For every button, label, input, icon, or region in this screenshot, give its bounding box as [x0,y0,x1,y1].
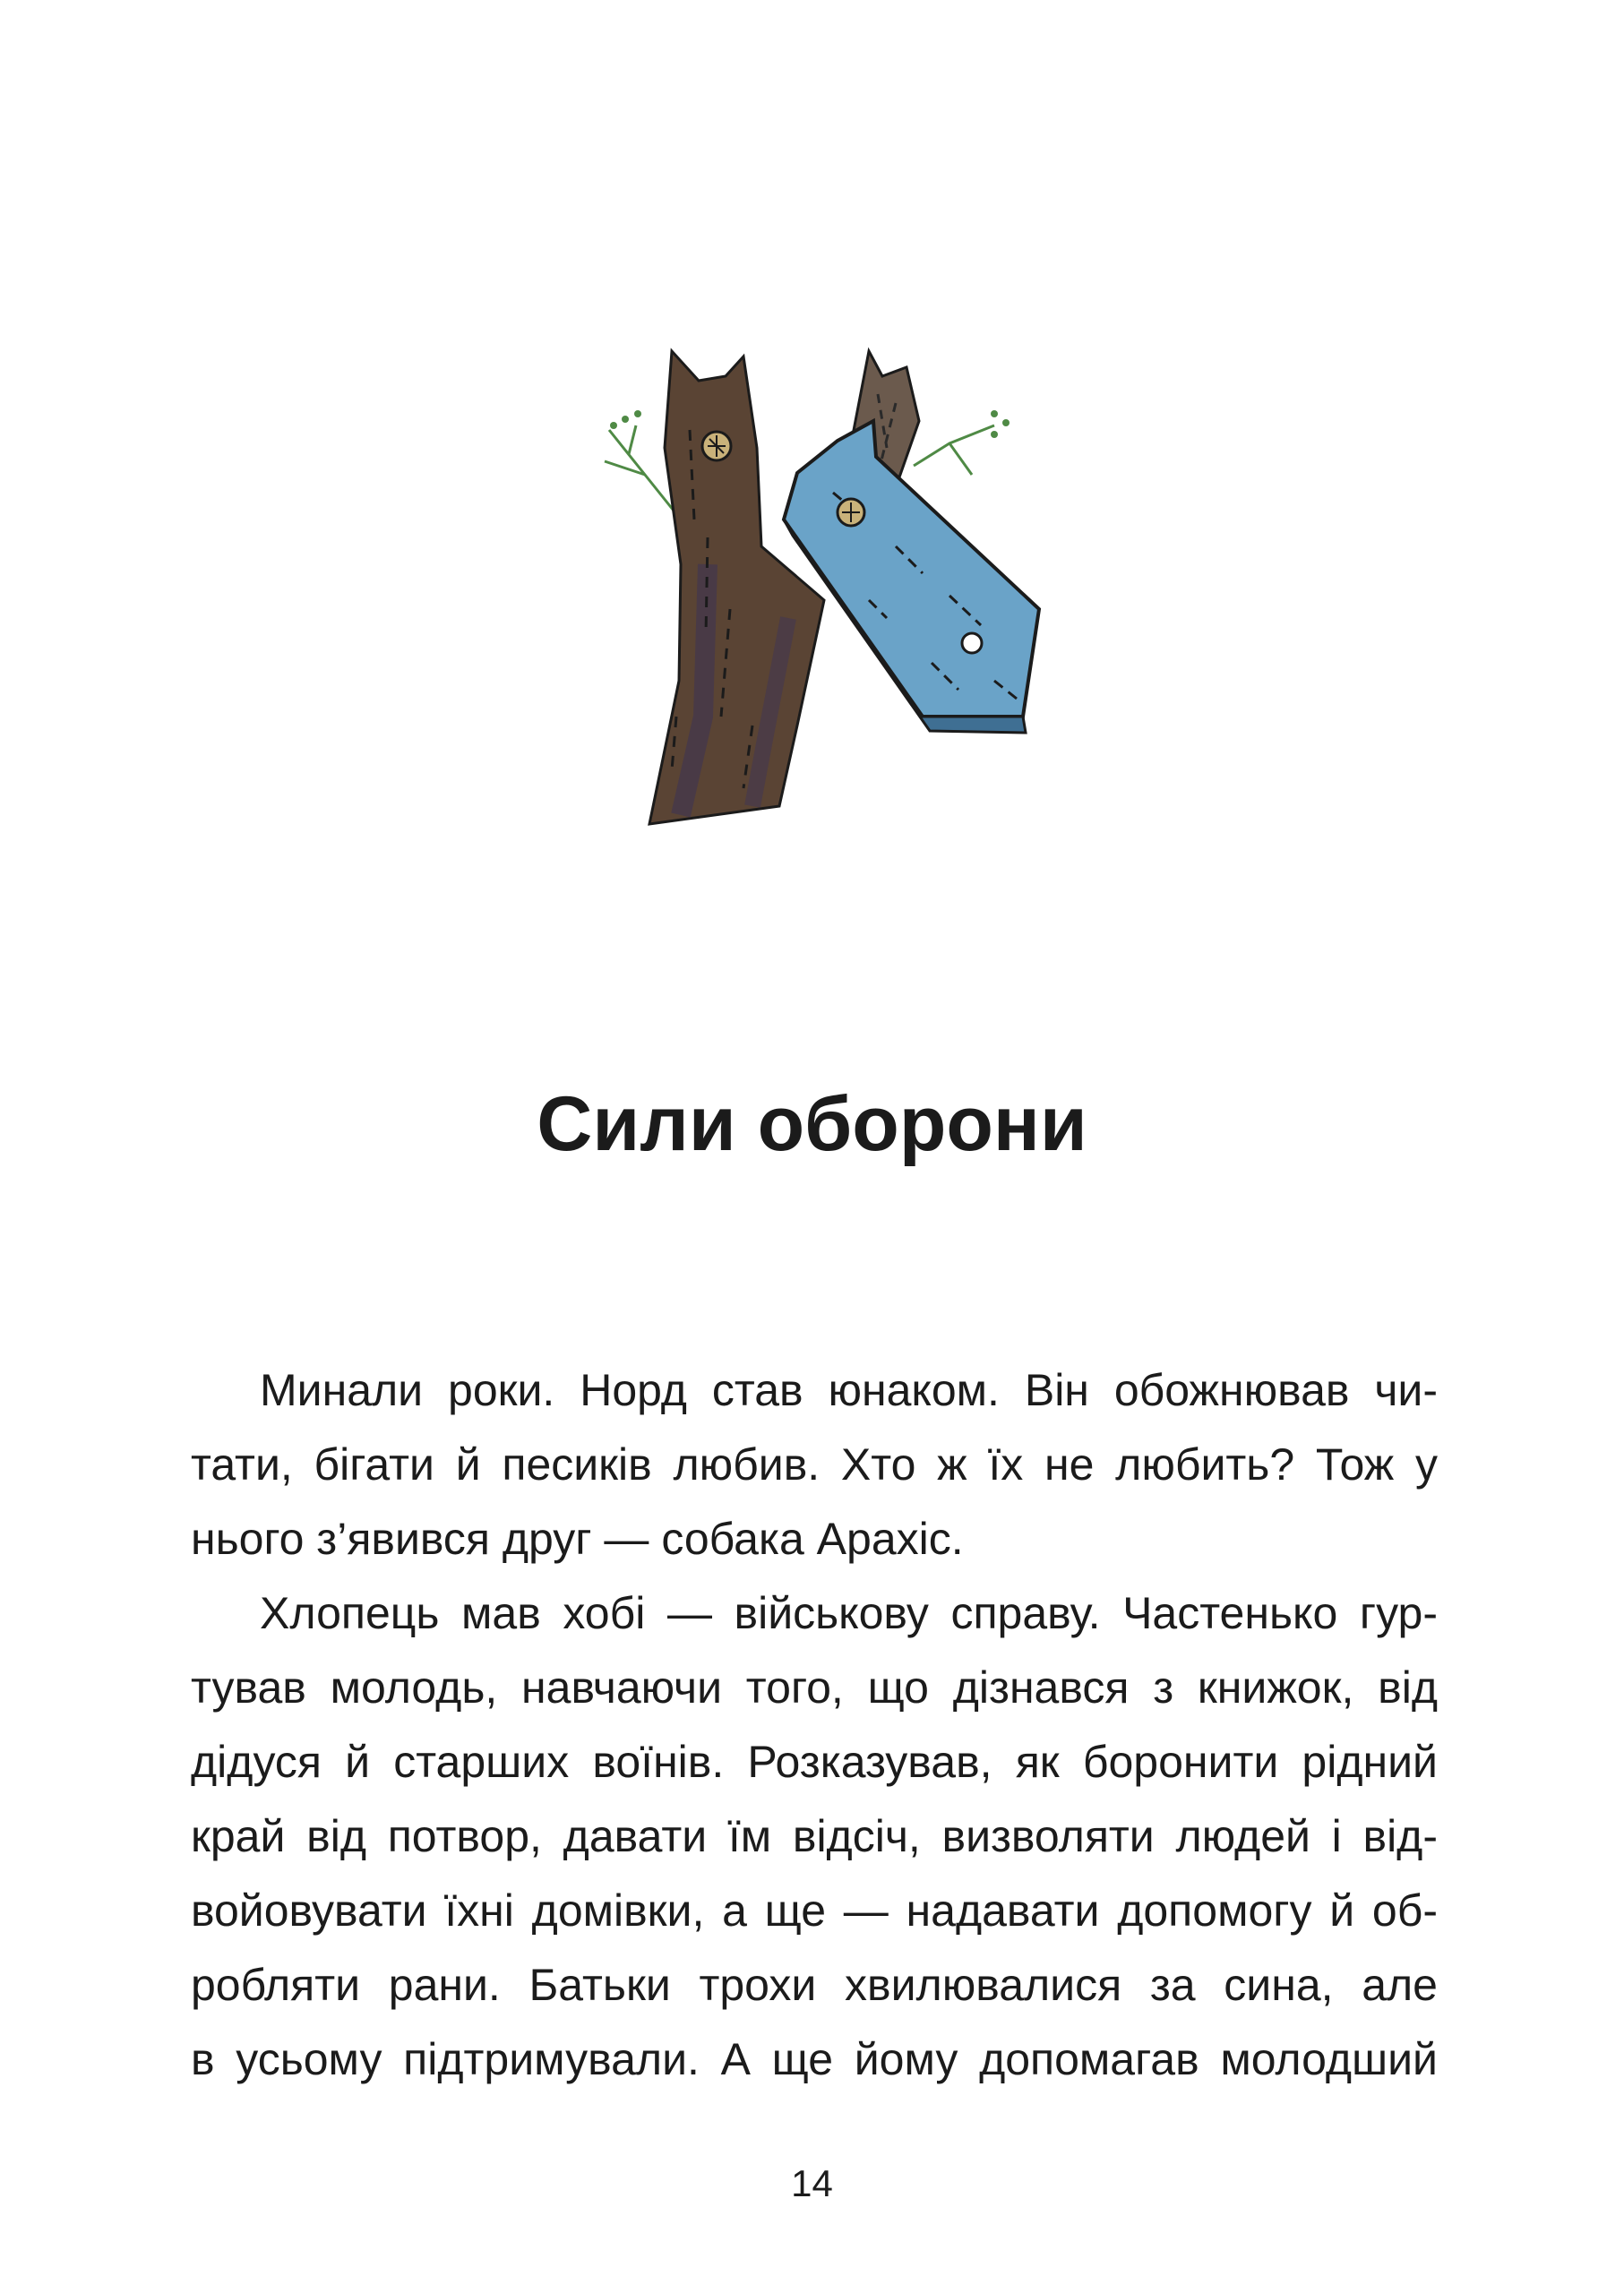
paragraph-2-line: в усьому підтримували. А ще йому допомагав молодший [191,2034,1438,2084]
paragraph-2-line: робляти рани. Батьки трохи хвилювалися за сина, але [191,1960,1438,2010]
paragraph-2-line: край від потвор, давати їм відсіч, визволяти людей і від- [191,1811,1438,1861]
paragraph-1-line: нього з’явився друг — собака Арахіс. [191,1514,964,1564]
page-number: 14 [791,2162,833,2204]
paragraph-1-line: тати, бігати й песиків любив. Хто ж їх не любить? Тож у [191,1439,1438,1490]
paragraph-1-line: Минали роки. Норд став юнаком. Він обожнював чи- [260,1365,1438,1415]
paragraph-2-line: дідуся й старших воїнів. Розказував, як боронити рідний [191,1737,1438,1787]
paragraph-2-line: тував молодь, навчаючи того, що дізнався з книжок, від [191,1662,1438,1713]
paragraph-2-line: войовувати їхні домівки, а ще — надавати допомогу й об- [191,1885,1438,1936]
chapter-title: Сили оборони [537,1081,1087,1167]
paragraph-2-line: Хлопець мав хобі — військову справу. Частенько гур- [260,1588,1438,1638]
